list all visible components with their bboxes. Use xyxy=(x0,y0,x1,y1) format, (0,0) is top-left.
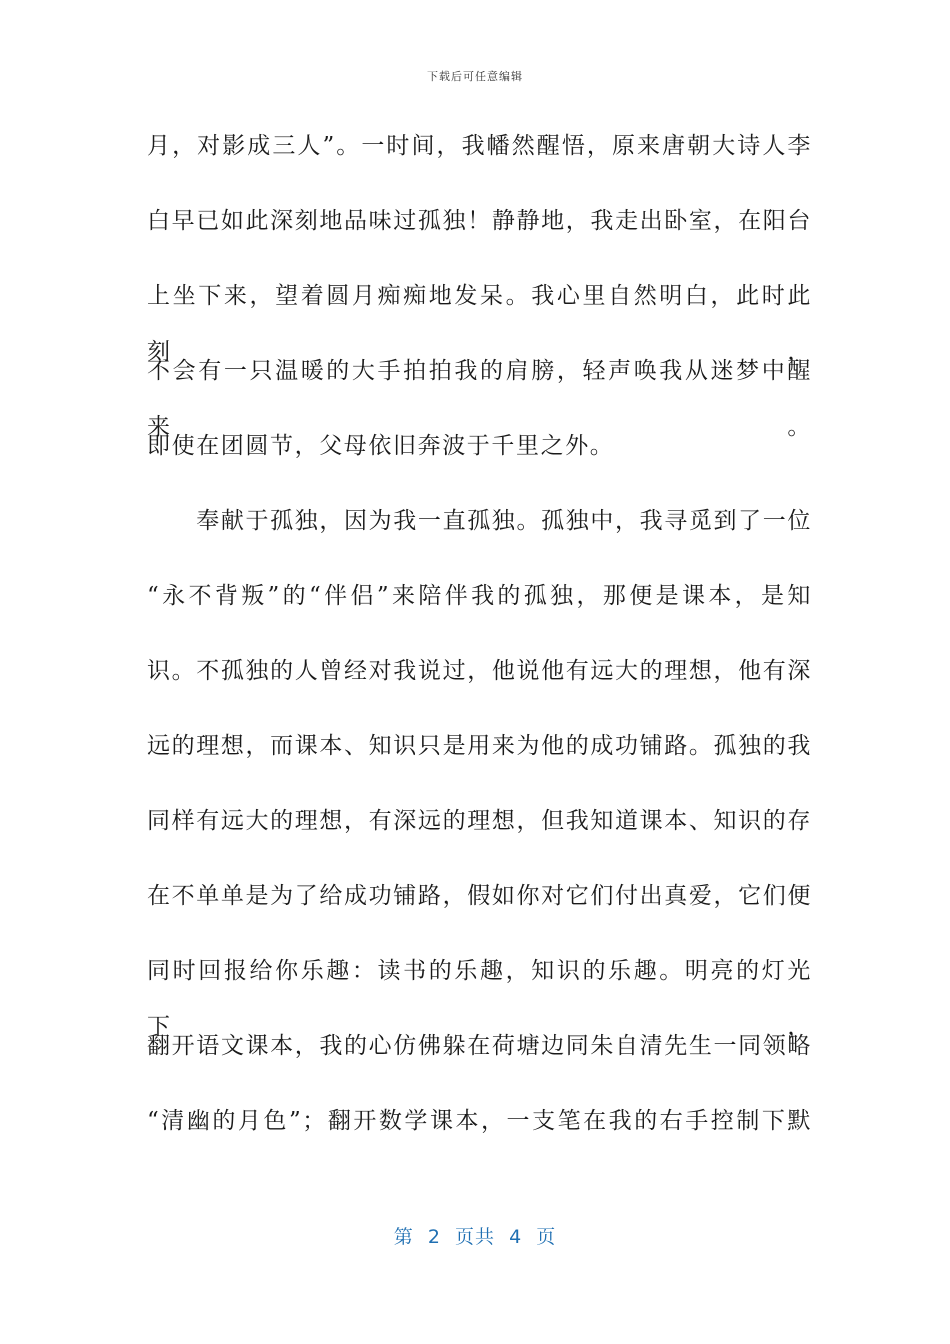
text-line: 远的理想，而课本、知识只是用来为他的成功铺路。孤独的我 xyxy=(147,733,812,759)
text-line: “永不背叛”的“伴侣”来陪伴我的孤独，那便是课本，是知 xyxy=(147,583,812,609)
text-line: “清幽的月色”；翻开数学课本，一支笔在我的右手控制下默 xyxy=(147,1108,812,1134)
text-line: 白早已如此深刻地品味过孤独！静静地，我走出卧室，在阳台 xyxy=(147,208,812,234)
text-line: 上坐下来，望着圆月痴痴地发呆。我心里自然明白，此时此刻， xyxy=(147,283,812,365)
text-line: 月，对影成三人”。一时间，我幡然醒悟，原来唐朝大诗人李 xyxy=(147,133,812,159)
text-line: 不会有一只温暖的大手拍拍我的肩膀，轻声唤我从迷梦中醒来。 xyxy=(147,358,812,440)
text-line: 即使在团圆节，父母依旧奔波于千里之外。 xyxy=(147,433,615,459)
document-body xyxy=(147,118,812,1168)
page-header: 下载后可任意编辑 xyxy=(427,70,523,83)
text-line: 在不单单是为了给成功铺路，假如你对它们付出真爱，它们便 xyxy=(147,883,812,909)
text-line: 同样有远大的理想，有深远的理想，但我知道课本、知识的存 xyxy=(147,808,812,834)
text-line: 同时回报给你乐趣：读书的乐趣，知识的乐趣。明亮的灯光下， xyxy=(147,958,812,1040)
text-line: 识。不孤独的人曾经对我说过，他说他有远大的理想，他有深 xyxy=(147,658,812,684)
text-line: 奉献于孤独，因为我一直孤独。孤独中，我寻觅到了一位 xyxy=(147,508,812,534)
text-line: 翻开语文课本，我的心仿佛躲在荷塘边同朱自清先生一同领略 xyxy=(147,1033,812,1059)
page-number-footer: 第 2 页共 4 页 xyxy=(393,1226,557,1248)
